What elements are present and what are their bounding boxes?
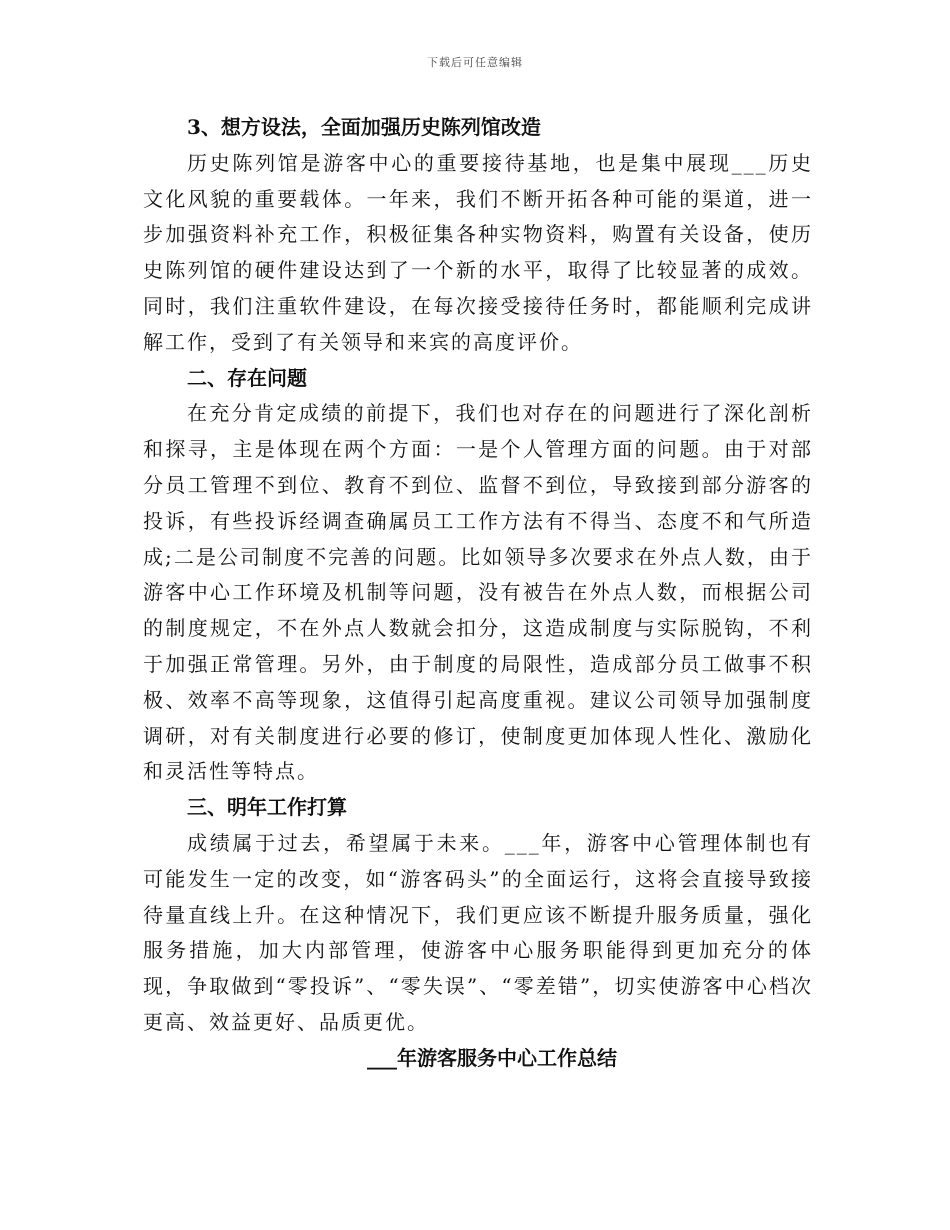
plan-heading: 三、明年工作打算 — [187, 795, 347, 820]
problems-heading: 二、存在问题 — [187, 365, 307, 390]
section3-heading: 3、想方设法，全面加强历史陈列馆改造 — [187, 115, 541, 139]
next-document-title: ___年游客服务中心工作总结 — [367, 1045, 617, 1070]
header-note: 下载后可任意编辑 — [427, 56, 523, 69]
section3-paragraph: 历史陈列馆是游客中心的重要接待基地，也是集中展现___历史文化风貌的重要载体。一年来，我们不断开拓各种可能的渠道，进一步加强资料补充工作，积极征集各种实物资料，购置有关设备，使历史陈列馆的硬件建设达到了一个新的水平，取得了比较显著的成效。同时，我们注重软件建设，在每次接受接待任务时，都能顺利完成讲解工作，受到了有关领导和来宾的高度评价。 — [143, 150, 813, 354]
plan-paragraph: 成绩属于过去，希望属于未来。___年，游客中心管理体制也有可能发生一定的改变，如“游客码头”的全面运行，这将会直接导致接待量直线上升。在这种情况下，我们更应该不断提升服务质量，强化服务措施，加大内部管理，使游客中心服务职能得到更加充分的体现，争取做到“零投诉”、“零失误”、“零差错”，切实使游客中心档次更高、效益更好、品质更优。 — [143, 830, 813, 1034]
document-body — [143, 110, 813, 1077]
problems-paragraph: 在充分肯定成绩的前提下，我们也对存在的问题进行了深化剖析和探寻，主是体现在两个方面：一是个人管理方面的问题。由于对部分员工管理不到位、教育不到位、监督不到位，导致接到部分游客的投诉，有些投诉经调查确属员工工作方法有不得当、态度不和气所造成;二是公司制度不完善的问题。比如领导多次要求在外点人数，由于游客中心工作环境及机制等问题，没有被告在外点人数，而根据公司的制度规定，不在外点人数就会扣分，这造成制度与实际脱钩，不利于加强正常管理。另外，由于制度的局限性，造成部分员工做事不积极、效率不高等现象，这值得引起高度重视。建议公司领导加强制度调研，对有关制度进行必要的修订，使制度更加体现人性化、激励化和灵活性等特点。 — [143, 401, 813, 784]
